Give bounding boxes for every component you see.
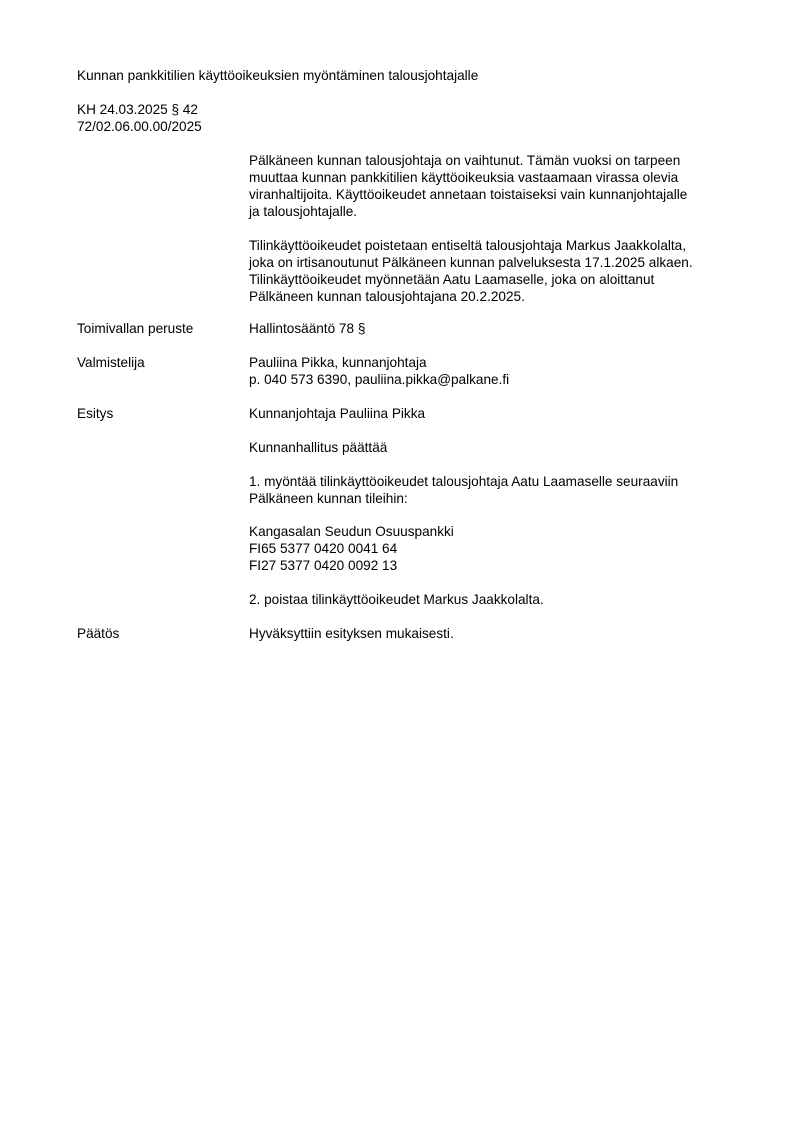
decision-value: [249, 625, 749, 642]
decision-label: Päätös: [77, 626, 120, 641]
proposal-item-2: [249, 591, 749, 608]
text-line: Pälkäneen kunnan talousjohtaja on vaihtunut. Tämän vuoksi on tarpeen: [249, 153, 681, 168]
preparer-contact: p. 040 573 6390, pauliina.pikka@palkane.fi: [249, 372, 510, 387]
text-line: Kunnanhallitus päättää: [249, 440, 388, 455]
text-line: 1. myöntää tilinkäyttöoikeudet talousjohtaja Aatu Laamaselle seuraaviin: [249, 474, 679, 489]
authority-label: Toimivallan peruste: [77, 321, 194, 336]
preparer-block: [249, 354, 749, 388]
document-title: Kunnan pankkitilien käyttöoikeuksien myöntäminen talousjohtajalle: [77, 68, 479, 83]
text-line: Hallintosääntö 78 §: [249, 321, 366, 336]
preparer-label: Valmistelija: [77, 355, 145, 370]
meeting-reference: KH 24.03.2025 § 42: [77, 102, 198, 117]
text-line: 2. poistaa tilinkäyttöoikeudet Markus Jaakkolalta.: [249, 592, 544, 607]
proposal-presenter: [249, 405, 749, 422]
text-line: Kunnanjohtaja Pauliina Pikka: [249, 406, 426, 421]
authority-value: [249, 320, 749, 337]
account-number: FI27 5377 0420 0092 13: [249, 558, 398, 573]
text-line: ja talousjohtajalle.: [249, 204, 358, 219]
intro-paragraph-1: [249, 152, 749, 220]
text-line: Hyväksyttiin esityksen mukaisesti.: [249, 626, 454, 641]
proposal-label: Esitys: [77, 406, 114, 421]
text-line: muuttaa kunnan pankkitilien käyttöoikeuksia vastaamaan virassa olevia: [249, 170, 679, 185]
text-line: Pälkäneen kunnan talousjohtajana 20.2.2025.: [249, 289, 525, 304]
bank-accounts: [249, 523, 749, 574]
record-number: 72/02.06.00.00/2025: [77, 119, 202, 134]
text-line: Pälkäneen kunnan tileihin:: [249, 491, 408, 506]
proposal-item-1: [249, 473, 749, 507]
intro-paragraph-2: [249, 237, 749, 305]
bank-name: Kangasalan Seudun Osuuspankki: [249, 524, 454, 539]
text-line: viranhaltijoita. Käyttöoikeudet annetaan toistaiseksi vain kunnanjohtajalle: [249, 187, 688, 202]
proposal-decides: [249, 439, 749, 456]
preparer-name: Pauliina Pikka, kunnanjohtaja: [249, 355, 427, 370]
account-number: FI65 5377 0420 0041 64: [249, 541, 398, 556]
text-line: Tilinkäyttöoikeudet myönnetään Aatu Laamaselle, joka on aloittanut: [249, 272, 655, 287]
text-line: joka on irtisanoutunut Pälkäneen kunnan palveluksesta 17.1.2025 alkaen.: [249, 255, 693, 270]
text-line: Tilinkäyttöoikeudet poistetaan entiseltä talousjohtaja Markus Jaakkolalta,: [249, 238, 687, 253]
